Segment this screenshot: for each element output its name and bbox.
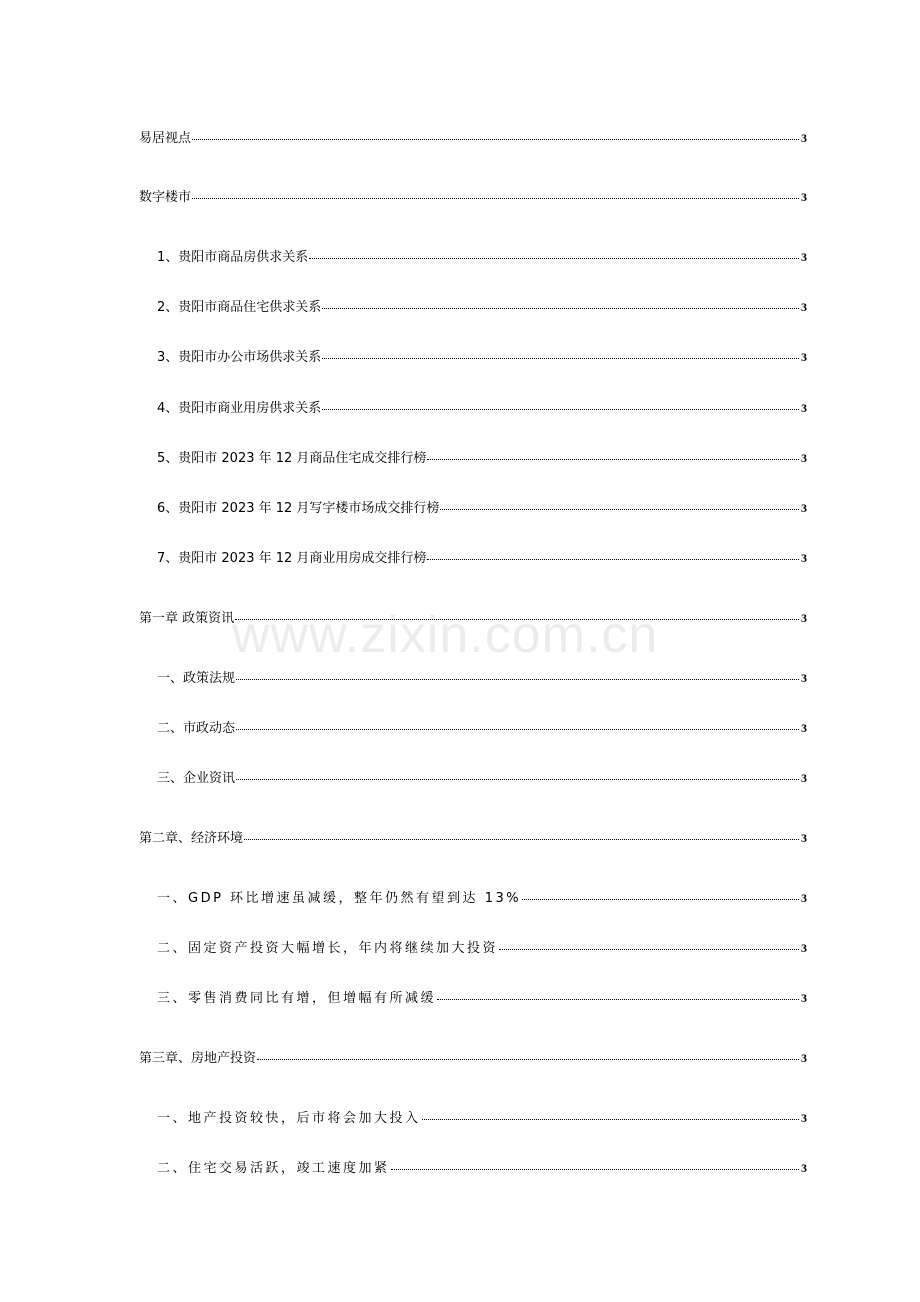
dot-leader [236, 679, 799, 680]
toc-entry-label: 一、政策法规 [157, 671, 236, 686]
toc-entry-label: 第三章、房地产投资 [139, 1051, 257, 1066]
dot-leader [236, 729, 799, 730]
dot-leader [391, 1169, 799, 1170]
toc-page-number: 3 [801, 1051, 807, 1065]
dot-leader [235, 619, 799, 620]
dot-leader [236, 779, 799, 780]
toc-page-number: 3 [801, 771, 807, 785]
dot-leader [192, 198, 799, 199]
toc-entry-5[interactable] [157, 450, 807, 467]
toc-entry-2-2[interactable] [157, 940, 807, 957]
toc-page-number: 3 [801, 401, 807, 415]
toc-entry-label: 1、贵阳市商品房供求关系 [157, 250, 309, 265]
toc-entry-1-3[interactable] [157, 770, 807, 787]
toc-entry-label: 第二章、经济环境 [139, 831, 244, 846]
dot-leader [427, 459, 799, 460]
toc-page-number: 3 [801, 300, 807, 314]
toc-entry-label: 7、贵阳市 2023 年 12 月商业用房成交排行榜 [157, 551, 427, 566]
toc-page-number: 3 [801, 131, 807, 145]
toc-page-number: 3 [801, 991, 807, 1005]
dot-leader [244, 839, 799, 840]
toc-entry-label: 数字楼市 [139, 190, 192, 205]
toc-page-number: 3 [801, 551, 807, 565]
toc-entry-2[interactable] [157, 299, 807, 316]
toc-entry-label: 第一章 政策资讯 [139, 611, 235, 626]
toc-page-number: 3 [801, 831, 807, 845]
dot-leader [499, 949, 799, 950]
dot-leader [322, 409, 799, 410]
toc-page-number: 3 [801, 721, 807, 735]
toc-entry-1-1[interactable] [157, 670, 807, 687]
dot-leader [522, 899, 799, 900]
toc-entry-6[interactable] [157, 500, 807, 517]
toc-page-number: 3 [801, 1111, 807, 1125]
dot-leader [437, 999, 799, 1000]
toc-page-number: 3 [801, 250, 807, 264]
toc-page-number: 3 [801, 350, 807, 364]
toc-entry-label: 一、GDP 环比增速虽减缓，整年仍然有望到达 13% [157, 891, 522, 906]
toc-entry-digital-market[interactable] [139, 189, 807, 206]
toc-page-number: 3 [801, 891, 807, 905]
toc-entry-3[interactable] [157, 349, 807, 366]
dot-leader [192, 139, 799, 140]
toc-page-number: 3 [801, 1161, 807, 1175]
dot-leader [257, 1059, 799, 1060]
toc-entry-label: 一、地产投资较快，后市将会加大投入 [157, 1111, 421, 1126]
toc-entry-1[interactable] [157, 249, 807, 266]
dot-leader [427, 559, 799, 560]
toc-entry-label: 4、贵阳市商业用房供求关系 [157, 401, 322, 416]
toc-entry-chapter-1[interactable] [139, 610, 807, 627]
watermark: www.zixin.com.cn [232, 606, 659, 664]
toc-entry-label: 二、市政动态 [157, 721, 236, 736]
toc-entry-label: 二、固定资产投资大幅增长，年内将继续加大投资 [157, 941, 499, 956]
toc-entry-3-1[interactable] [157, 1110, 807, 1127]
dot-leader [309, 258, 799, 259]
toc-entry-label: 三、零售消费同比有增，但增幅有所减缓 [157, 991, 437, 1006]
dot-leader [322, 308, 799, 309]
toc-page-number: 3 [801, 190, 807, 204]
toc-page-number: 3 [801, 611, 807, 625]
toc-entry-4[interactable] [157, 400, 807, 417]
toc-entry-chapter-2[interactable] [139, 830, 807, 847]
toc-entry-label: 5、贵阳市 2023 年 12 月商品住宅成交排行榜 [157, 451, 427, 466]
toc-entry-label: 6、贵阳市 2023 年 12 月写字楼市场成交排行榜 [157, 501, 440, 516]
toc-entry-7[interactable] [157, 550, 807, 567]
toc-page-number: 3 [801, 451, 807, 465]
toc-page-number: 3 [801, 501, 807, 515]
dot-leader [322, 358, 799, 359]
toc-entry-label: 3、贵阳市办公市场供求关系 [157, 350, 322, 365]
toc-entry-yiju-viewpoint[interactable] [139, 130, 807, 147]
toc-entry-1-2[interactable] [157, 720, 807, 737]
toc-entry-2-3[interactable] [157, 990, 807, 1007]
toc-page-number: 3 [801, 671, 807, 685]
toc-entry-chapter-3[interactable] [139, 1050, 807, 1067]
toc-entry-label: 易居视点 [139, 131, 192, 146]
toc-entry-label: 三、企业资讯 [157, 771, 236, 786]
toc-entry-label: 二、住宅交易活跃，竣工速度加紧 [157, 1161, 390, 1176]
toc-entry-label: 2、贵阳市商品住宅供求关系 [157, 300, 322, 315]
dot-leader [440, 509, 799, 510]
toc-entry-3-2[interactable] [157, 1160, 807, 1177]
toc-entry-2-1[interactable] [157, 890, 807, 907]
toc-page-number: 3 [801, 941, 807, 955]
dot-leader [422, 1119, 799, 1120]
